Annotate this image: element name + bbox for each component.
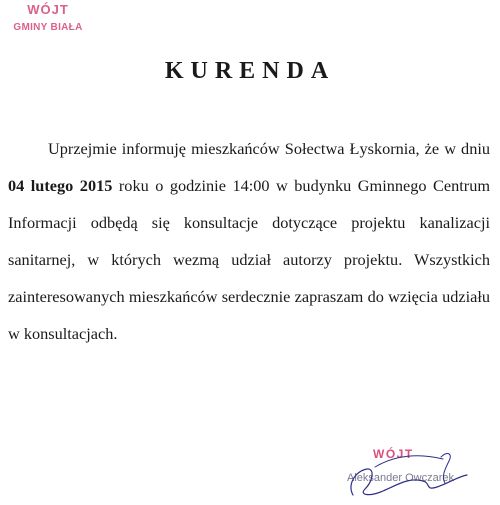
office-stamp-title: WÓJT	[27, 2, 69, 17]
handwritten-signature	[345, 447, 495, 502]
signature-stamp	[345, 447, 495, 497]
announcement-paragraph	[8, 130, 490, 352]
paragraph-text-part1: Uprzejmie informuję mieszkańców Sołectwa Łyskornia, że w dniu	[48, 139, 490, 158]
office-stamp-subtitle: GMINY BIAŁA	[13, 22, 83, 33]
meeting-date: 04 lutego 2015	[8, 176, 113, 195]
signature-stamp-title: WÓJT	[373, 447, 414, 461]
document-title: KURENDA	[164, 58, 336, 84]
signature-stamp-name: Aleksander Owczarek	[347, 472, 454, 484]
office-stamp	[5, 2, 91, 34]
paragraph-text-part2: roku o godzinie 14:00 w budynku Gminnego Centrum Informacji odbędą się konsultacje dotyczące projektu kanalizacji sanitarnej, w których wezmą udział autorzy projektu. Wszystkich zainteresowanych mieszkańców serdecznie zapraszam do wzięcia udziału w konsultacjach.	[8, 176, 490, 343]
